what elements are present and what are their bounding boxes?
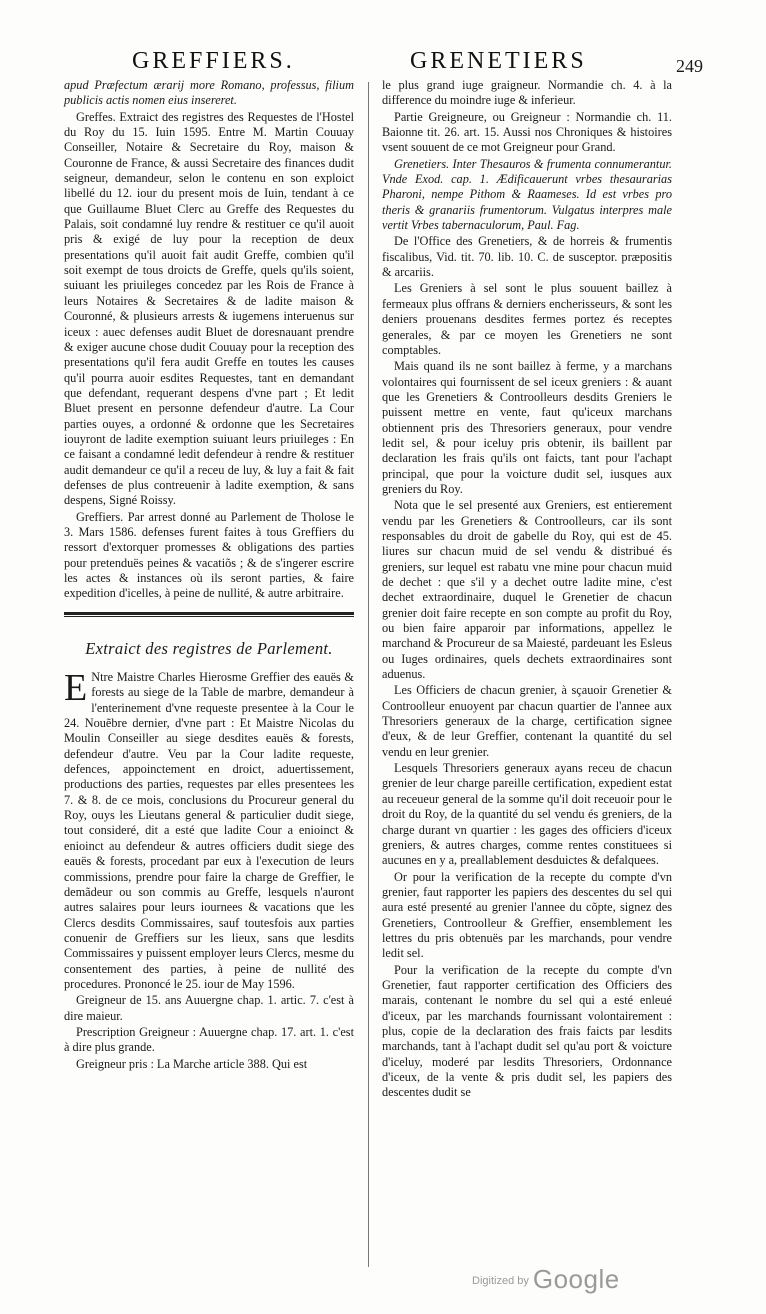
paragraph: Nota que le sel presenté aux Greniers, est entierement vendu par les Grenetiers & Controolleurs, car ils sont responsables du droit de gabelle du Roy, qui est de 45. liures sur chacun muid de sel vendu & distribué és greniers, sur lequel est rabatu vne mine pour chacun muid de dechet : que s'il y a dechet outre ladite mine, c'est dechet extraordinaire, duquel le Grenetier de chacun grenier doit faire recepte en son compte au profit du Roy, ou bien faire apparoir par informations, appellez le marchand & Procureur de sa Maiesté, pardeuant les Esleus ou Iuges ordinaires, quels dechets extraordinaires sont aduenus. xyxy=(382,498,672,682)
paragraph: le plus grand iuge graigneur. Normandie ch. 4. à la difference du moindre iuge & inferieur. xyxy=(382,78,672,108)
paragraph-text: Ntre Maistre Charles Hierosme Greffier des eauës & forests au siege de la Table de marbre, demandeur à l'enterinement d'vne requeste presentee à la Cour le 24. Nouẽbre dernier, d'vne part : Et Maistre Nicolas du Moulin Conseiller au siege desdites eauës & forests, defendeur d'autre. Veu par la Cour ladite requeste, defences, appoinctement en droict, aduertissement, productions des parties, requestes par elles presentees les 7. & 8. de ce mois, conclusions du Procureur general du Roy, ouys les Lieutans general & particulier dudit siege, tout consideré, dit a esté que ladite Cour a enioinct & enioinct au defendeur & autres officiers dudit siege des eauës & forests, procedant par eux à l'execution de leurs commissions, prendre pour faire la charge de Greffier, le demãdeur ou son commis au Greffe, lesquels n'auront autres salaires pour leurs iournees & vacations que les Clercs desdits Commissaires, sauf toutesfois aux parties conuenir de Greffiers sur les lieux, sans que lesdits Commissaires y puissent employer leurs Clercs, mesme du consentement des parties, à peine de nullité des procedures. Prononcé le 25. iour de May 1596. xyxy=(64,670,354,991)
paragraph: De l'Office des Grenetiers, & de horreis & frumentis fiscalibus, Vid. tit. 70. lib. 10. C. de susceptor. præpositis & arcariis. xyxy=(382,234,672,280)
paragraph: Or pour la verification de la recepte du compte d'vn grenier, faut rapporter les papiers des descentes du sel qui aura esté presenté au grenier l'annee du cõpte, signez des Grenetiers, Controolleur & Greffier, ensemblement les lettres du pris obtenuës par les marchands, pour vendre ledit sel. xyxy=(382,869,672,961)
watermark-prefix: Digitized by xyxy=(472,1275,529,1287)
paragraph: Greffiers. Par arrest donné au Parlement de Tholose le 3. Mars 1586. defenses furent faites à tous Greffiers du ressort d'extorquer promesses & obligations des parties pour pretenduës peines & vacatiõs ; & de s'ingerer escrire les actes & instances où ils seront parties, & faire expedition d'icelles, à peine de nullité, & autre arbitraire. xyxy=(64,509,354,601)
paragraph: Lesquels Thresoriers generaux ayans receu de chacun grenier de leur charge pareille certification, expedient estat au receueur general de la somme qu'il doit receuoir pour le droit du Roy, de la quantité du sel vendu és greniers, de la charge durant vn quartier : les gages des officiers d'iceux greniers, & autres charges, comme rentes constituees si aucunes en y a, preallablement desduictes & defalquees. xyxy=(382,761,672,868)
column-divider xyxy=(368,82,369,1267)
paragraph-with-dropcap xyxy=(64,667,354,992)
paragraph: Mais quand ils ne sont baillez à ferme, y a marchans volontaires qui fournissent de sel iceux greniers : & auant que les Grenetiers & Controolleurs desdits Greniers le puissent mettre en vente, faut qu'iceux marchans obtiennent pris des Thresoriers generaux, pour vendre ledit sel, & pour iceluy pris obtenir, ils baillent par declaration les frais qu'ils ont faicts, tant pour l'achapt principal, que pour la voicture dudit sel, iusques aux greniers du Roy. xyxy=(382,359,672,496)
paragraph: Greigneur de 15. ans Auuergne chap. 1. artic. 7. c'est à dire maieur. xyxy=(64,993,354,1023)
paragraph: Les Greniers à sel sont le plus souuent baillez à fermeaux plus offrans & derniers encherisseurs, & sont les deniers prouenans desdites fermes portez és receptes generales, & par ce moyen les Grenetiers ne sont comptables. xyxy=(382,281,672,357)
running-head-right: GRENETIERS xyxy=(410,48,587,74)
paragraph: Prescription Greigneur : Auuergne chap. 17. art. 1. c'est à dire plus grande. xyxy=(64,1024,354,1055)
paragraph: Les Officiers de chacun grenier, à sçauoir Grenetier & Controolleur enuoyent par chacun quartier de l'annee aux Thresoriers generaux de la charge, certification signee d'eux, & de leur Greffier, contenant la quantité du sel vendu en leur grenier. xyxy=(382,683,672,759)
digitized-by-google-watermark xyxy=(472,1264,620,1295)
right-column xyxy=(382,78,672,1102)
section-title: Extraict des registres de Parlement. xyxy=(85,638,333,658)
google-logo-text: Google xyxy=(532,1264,620,1294)
paragraph: Greigneur pris : La Marche article 388. Qui est xyxy=(76,1056,308,1071)
paragraph: Grenetiers. Inter Thesauros & frumenta connumerantur. Vnde Exod. cap. 1. Ædificauerunt vrbes thesaurarias Pharoni, nempe Pithom & Raameses. Id est vrbes pro theris & granariis frumentorum. Vulgatus interpres male vertit Vrbes tabernaculorum, Paul. Fag. xyxy=(382,156,672,233)
paragraph: apud Præfectum ærarij more Romano, professus, filium publicis actis nomen eius insereret. xyxy=(64,78,354,108)
page-number: 249 xyxy=(676,56,703,76)
left-column xyxy=(64,78,354,1073)
paragraph: Greffes. Extraict des registres des Requestes de l'Hostel du Roy du 15. Iuin 1595. Entre M. Martin Couuay Conseiller, Notaire & Secretaire du Roy, maison & Couronne de France, & aussi Secretaire des finances dudit seigneur, demandeur, selon le contenu en son exploict libellé du 12. iour du present mois de Iuin, tendant à ce que Guillaume Bluet Clerc au Greffe des Requestes du Palais, soit condamné luy rendre & restituer ce qu'il auoit pris & exigé de luy pour la reception de deux presentations qu'il auoit fait audit Greffe, combien qu'il soit exempt de tous droicts de Greffe, quels qu'ils soient, suiuant les priuileges concedez par les Rois de France à leurs Notaires & Secretaires & de ladite maison & Couronné, & plusieurs arrests & iugemens interuenus sur iceux : auec defenses audit Bluet de doresnauant prendre & exiger aucune chose dudit Couuay pour la reception des presentations qu'il fera audit Greffe en toutes les causes qu'il pourra auoir esdites Requestes, tant en demandant que defendant, requerant despens d'vne part ; Et ledit Bluet present en personne defendeur d'autre. La Cour parties ouyes, a ordonné & ordonne que les Secretaires iouyront de ladite exemption suiuant leurs priuileges : En ce faisant a condamné ledit defendeur à rendre & restituer audit demandeur ce qu'il a receu de luy, & luy a fait & fait defenses de plus contreuenir à ladite exemption, & sans despens, Signé Roissy. xyxy=(64,109,354,508)
drop-cap-letter: E xyxy=(64,667,88,710)
paragraph: Pour la verification de la recepte du compte d'vn Grenetier, faut rapporter certification des Officiers des marais, contenant le nombre du sel qui a esté enleué d'iceux, par les marchands fournissant volontairement : plus, copie de la declaration des frais faicts par lesdits marchands, tant à l'achapt dudit sel qu'au port & voicture d'iceluy, moderé par lesdits Thresoriers, Ordonnance d'iceux, de la vente & pris dudit sel, les papiers des descentes dudit se xyxy=(382,962,672,1100)
section-rule-thick xyxy=(64,612,354,615)
section-rule-thin xyxy=(64,616,354,617)
running-head-left: GREFFIERS. xyxy=(132,48,295,74)
paragraph: Partie Greigneure, ou Greigneur : Normandie ch. 11. Baionne tit. 26. art. 15. Aussi nos Chroniques & histoires vsent souuent de ce mot Greigneur pour Grand. xyxy=(382,109,672,155)
